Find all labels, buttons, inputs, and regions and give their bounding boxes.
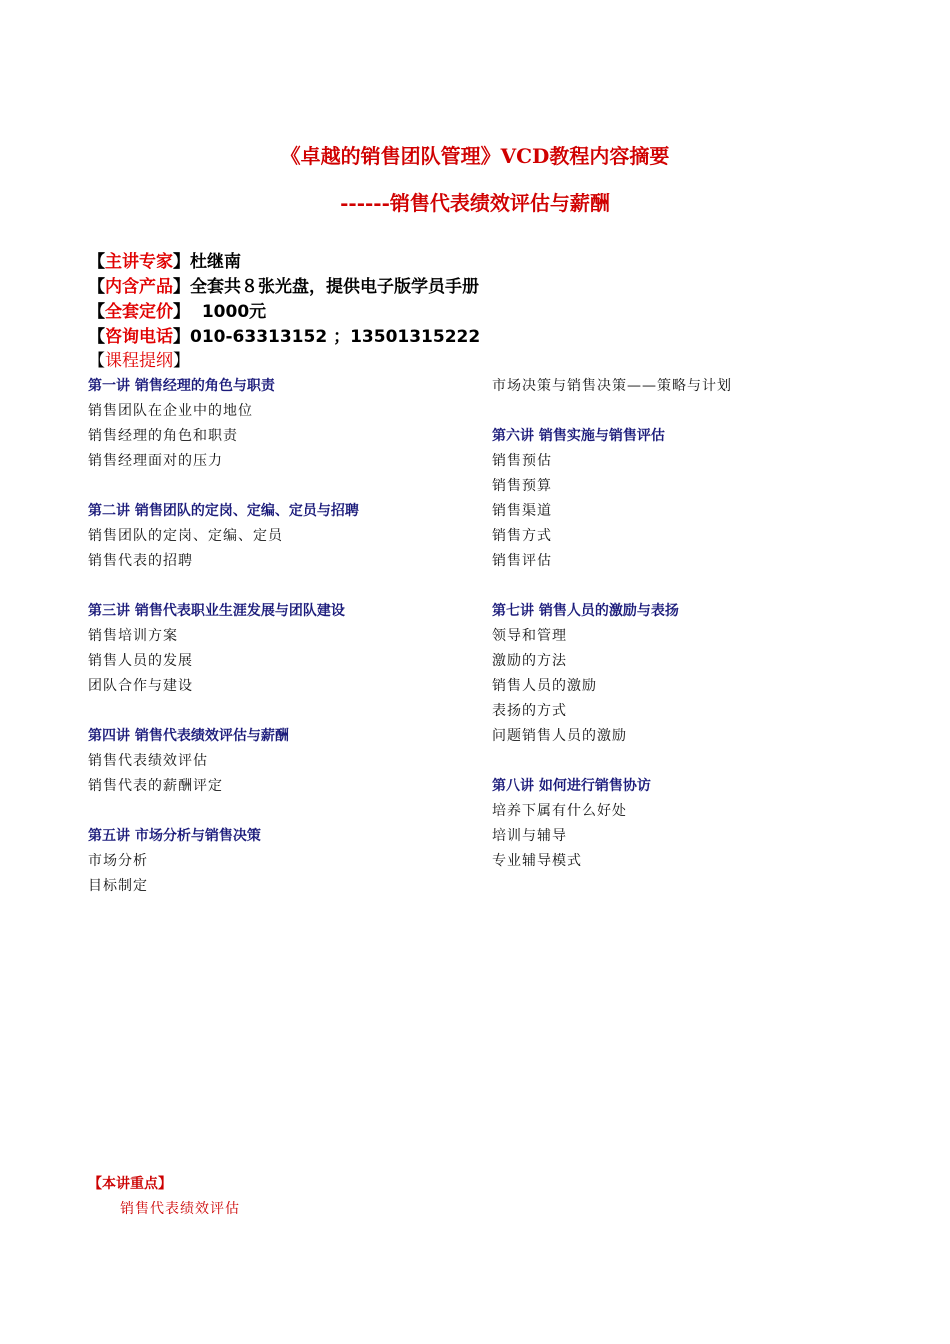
outline-label: 课程提纲	[105, 351, 173, 371]
key-points-item: 销售代表绩效评估	[120, 1201, 240, 1217]
lecture-title: 第七讲 销售人员的激励与表扬	[492, 603, 679, 619]
info-price: 【全套定价】 1000元	[88, 302, 267, 322]
outline-item: 销售经理的角色和职责	[88, 428, 238, 444]
outline-item: 销售预算	[492, 478, 552, 494]
outline-item: 销售方式	[492, 528, 552, 544]
outline-item: 问题销售人员的激励	[492, 728, 627, 744]
lecture-block	[492, 774, 912, 874]
outline-item: 销售团队的定岗、定编、定员	[88, 528, 283, 544]
outline-item: 培训与辅导	[492, 828, 567, 844]
page-title: 《卓越的销售团队管理》VCD教程内容摘要	[280, 144, 670, 168]
page-subtitle: ------销售代表绩效评估与薪酬	[340, 191, 610, 215]
outline-item: 销售代表绩效评估	[88, 753, 208, 769]
lecture-block	[88, 599, 478, 699]
outline-item: 销售代表的薪酬评定	[88, 778, 223, 794]
lecture-title: 第一讲 销售经理的角色与职责	[88, 378, 275, 394]
outline-item: 销售培训方案	[88, 628, 178, 644]
expert-label: 主讲专家	[105, 252, 173, 272]
key-points-label: 【本讲重点】	[88, 1176, 172, 1192]
phone-label: 咨询电话	[105, 327, 173, 347]
lecture-title: 第二讲 销售团队的定岗、定编、定员与招聘	[88, 503, 359, 519]
phone-value: 010-63313152 ；13501315222	[190, 327, 481, 347]
lecture-block	[88, 724, 478, 799]
lecture-block	[492, 424, 912, 574]
info-product: 【内含产品】全套共８张光盘，提供电子版学员手册	[88, 277, 479, 297]
outline-item: 销售人员的激励	[492, 678, 597, 694]
outline-item: 销售人员的发展	[88, 653, 193, 669]
outline-item: 销售经理面对的压力	[88, 453, 223, 469]
lecture-title: 第六讲 销售实施与销售评估	[492, 428, 665, 444]
lecture-block	[492, 599, 912, 749]
lecture-block	[88, 499, 478, 574]
outline-item: 团队合作与建设	[88, 678, 193, 694]
lecture-5-continuation	[492, 374, 912, 399]
outline-item: 市场决策与销售决策——策略与计划	[492, 378, 732, 394]
price-label: 全套定价	[105, 302, 173, 322]
product-value: 全套共８张光盘，提供电子版学员手册	[190, 277, 479, 297]
info-phone: 【咨询电话】010-63313152 ；13501315222	[88, 327, 481, 347]
outline-item: 销售评估	[492, 553, 552, 569]
expert-value: 杜继南	[190, 252, 241, 272]
key-points-section	[88, 1172, 240, 1222]
outline-right-column	[492, 374, 912, 899]
lecture-title: 第八讲 如何进行销售协访	[492, 778, 651, 794]
lecture-title: 第四讲 销售代表绩效评估与薪酬	[88, 728, 289, 744]
info-expert: 【主讲专家】杜继南	[88, 252, 241, 272]
outline-item: 销售团队在企业中的地位	[88, 403, 253, 419]
lecture-title: 第三讲 销售代表职业生涯发展与团队建设	[88, 603, 345, 619]
outline-item: 销售代表的招聘	[88, 553, 193, 569]
outline-item: 市场分析	[88, 853, 148, 869]
outline-item: 销售预估	[492, 453, 552, 469]
outline-left-column	[88, 374, 478, 924]
outline-item: 激励的方法	[492, 653, 567, 669]
outline-item: 领导和管理	[492, 628, 567, 644]
product-label: 内含产品	[105, 277, 173, 297]
outline-item: 目标制定	[88, 878, 148, 894]
outline-item: 表扬的方式	[492, 703, 567, 719]
outline-item: 培养下属有什么好处	[492, 803, 627, 819]
price-value: 1000元	[190, 302, 267, 322]
outline-item: 专业辅导模式	[492, 853, 582, 869]
info-outline: 【课程提纲】	[88, 351, 190, 371]
lecture-title: 第五讲 市场分析与销售决策	[88, 828, 261, 844]
outline-item: 销售渠道	[492, 503, 552, 519]
lecture-block	[88, 374, 478, 474]
lecture-block	[88, 824, 478, 899]
